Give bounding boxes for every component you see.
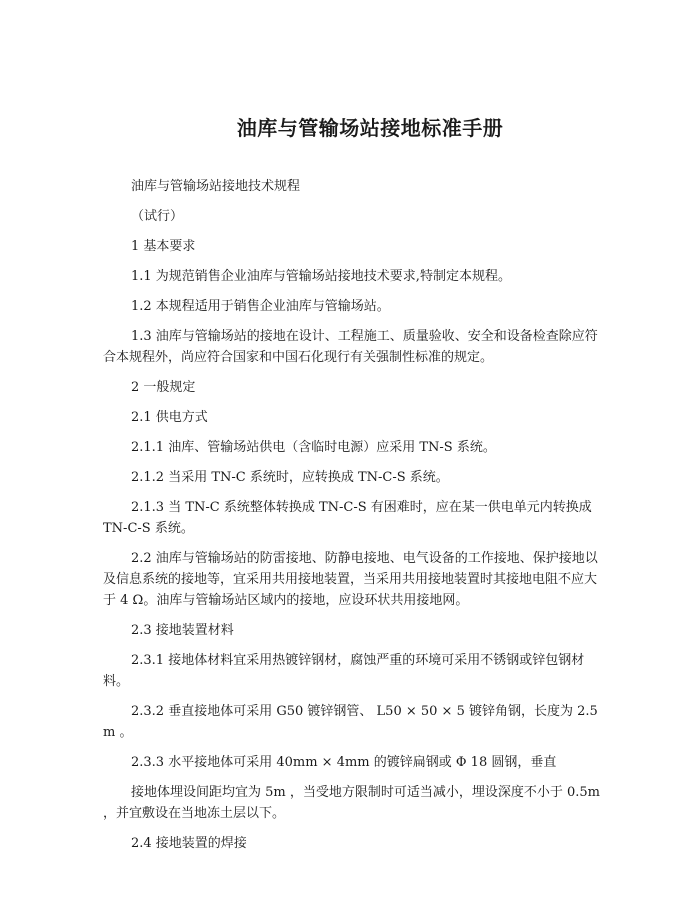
document-title: 油库与管输场站接地标准手册 xyxy=(236,116,504,140)
document-body xyxy=(103,176,603,863)
section-heading: 2 一般规定 xyxy=(131,380,196,395)
clause-paragraph: 1.2 本规程适用于销售企业油库与管输场站。 xyxy=(131,299,390,314)
clause-paragraph: 2.1.3 当 TN-C 系统整体转换成 TN-C-S 有困难时，应在某一供电单元内转换成 TN-C-S 系统。 xyxy=(103,500,592,536)
section-heading: 1 基本要求 xyxy=(131,239,196,254)
clause-paragraph: 2.3.3 水平接地体可采用 40mm × 4mm 的镀锌扁钢或 Φ 18 圆钢，垂直 xyxy=(131,755,557,770)
clause-paragraph: 2.3.2 垂直接地体可采用 G50 镀锌钢管、 L50 × 50 × 5 镀锌角钢，长度为 2.5m 。 xyxy=(103,704,598,740)
trial-note-paragraph: （试行） xyxy=(131,209,184,224)
clause-paragraph: 接地体埋设间距均宜为 5m ，当受地方限制时可适当减小，埋设深度不小于 0.5m ，并宜敷设在当地冻土层以下。 xyxy=(103,785,600,821)
clause-paragraph: 2.1.2 当采用 TN-C 系统时，应转换成 TN-C-S 系统。 xyxy=(131,470,449,485)
subtitle-paragraph: 油库与管输场站接地技术规程 xyxy=(131,179,301,194)
subsection-heading: 2.1 供电方式 xyxy=(131,410,208,425)
clause-paragraph: 2.1.1 油库、管输场站供电（含临时电源）应采用 TN-S 系统。 xyxy=(131,440,496,455)
clause-paragraph: 2.2 油库与管输场站的防雷接地、防静电接地、电气设备的工作接地、保护接地以及信息系统的接地等，宜采用共用接地装置，当采用共用接地装置时其接地电阻不应大于 4 Ω。油库与管输场站区域内的接地，应设环状共用接地网。 xyxy=(103,551,598,608)
clause-paragraph: 2.3.1 接地体材料宜采用热镀锌钢材，腐蚀严重的环境可采用不锈钢或锌包钢材料。 xyxy=(103,653,585,689)
subsection-heading: 2.4 接地装置的焊接 xyxy=(131,836,247,851)
clause-paragraph: 1.3 油库与管输场站的接地在设计、工程施工、质量验收、安全和设备检查除应符合本规程外，尚应符合国家和中国石化现行有关强制性标准的规定。 xyxy=(103,329,598,365)
clause-paragraph: 1.1 为规范销售企业油库与管输场站接地技术要求,特制定本规程。 xyxy=(131,269,511,284)
subsection-heading: 2.3 接地装置材料 xyxy=(131,623,234,638)
